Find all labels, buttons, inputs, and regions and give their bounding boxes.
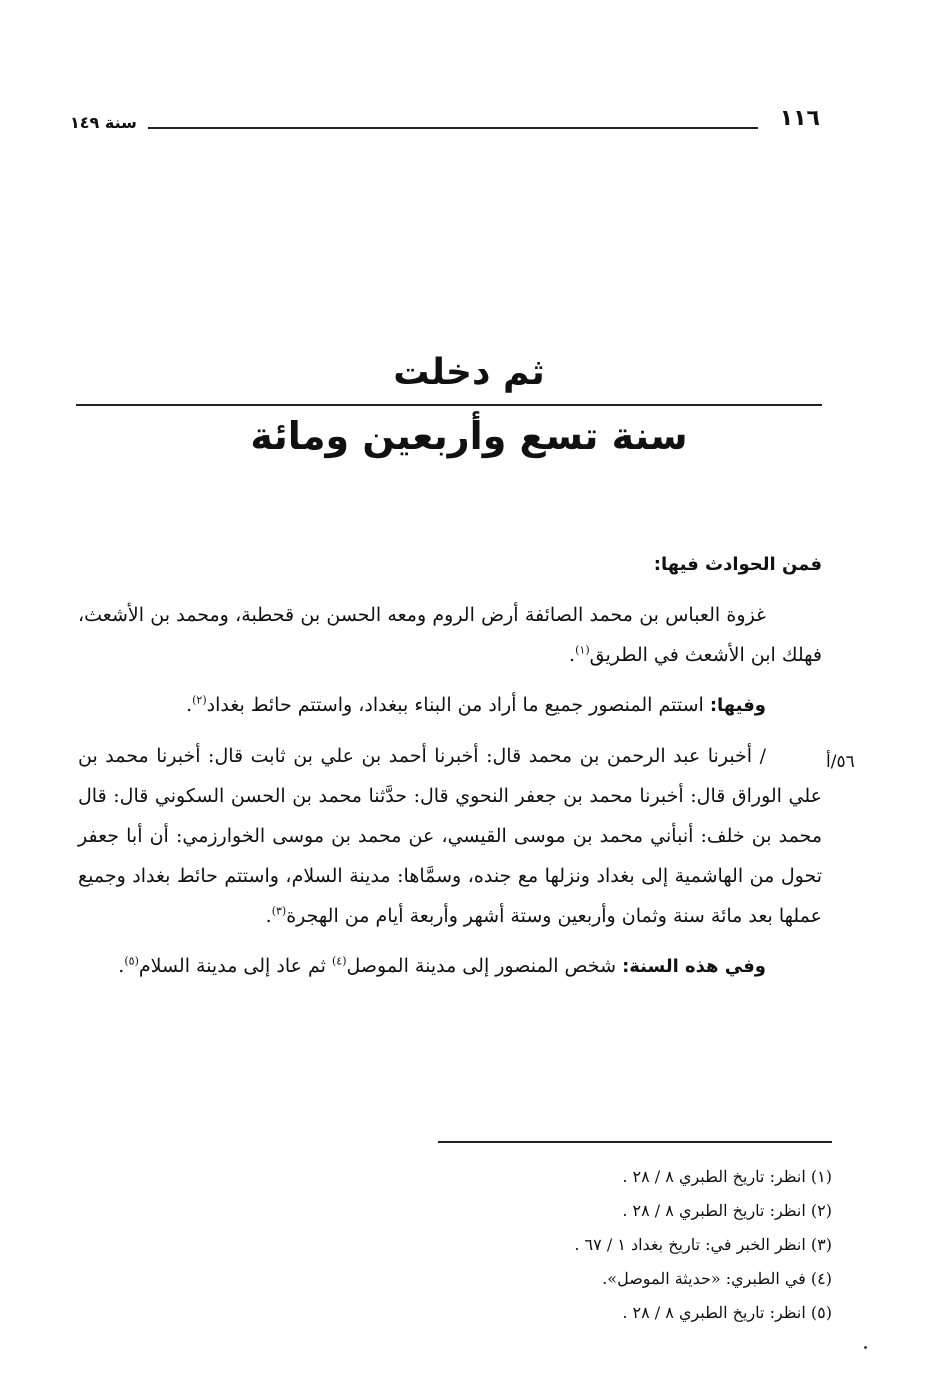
- paragraph-end: .: [118, 955, 125, 977]
- paragraph-text: ثم عاد إلى مدينة السلام: [138, 955, 332, 977]
- manuscript-folio-reference: ٥٦/أ: [826, 752, 855, 772]
- header-rule: [148, 127, 758, 129]
- footnote-ref: (٣): [271, 904, 287, 918]
- paragraph-end: .: [186, 694, 193, 716]
- paragraph-lead: وفي هذه السنة:: [622, 956, 766, 977]
- paragraph-2: [78, 685, 822, 726]
- paragraph-lead: وفيها:: [709, 695, 766, 716]
- running-header-year: سنة ١٤٩: [70, 113, 137, 132]
- paragraph-text: غزوة العباس بن محمد الصائفة أرض الروم ومعه الحسن بن قحطبة، ومحمد بن الأشعث، فهلك ابن الأشعث في الطريق: [78, 604, 822, 666]
- paragraph-4: [78, 946, 822, 987]
- paragraph-end: .: [265, 905, 272, 927]
- chapter-rule: [76, 404, 822, 406]
- footnote-ref: (٢): [192, 693, 207, 707]
- paragraph-end: .: [569, 644, 576, 666]
- paragraph-text: / أخبرنا عبد الرحمن بن محمد قال: أخبرنا أحمد بن علي بن ثابت قال: أخبرنا محمد بن علي الوراق قال: أخبرنا محمد بن جعفر النحوي قال: حدَّثنا محمد بن الحسن السكوني قال: قال محمد بن خلف: أنبأني محمد بن موسى القيسي، عن محمد بن موسى الخوارزمي: أن أبا جعفر تحول من الهاشمية إلى بغداد ونزلها مع جنده، وسمَّاها: مدينة السلام، واستتم حائط بغداد وجميع عملها بعد مائة سنة وثمان وأربعين وستة أشهر وأربعة أيام من الهجرة: [78, 745, 822, 927]
- footnote-item: (٥) انظر: تاريخ الطبري ٨ / ٢٨ .: [622, 1303, 832, 1322]
- body-text: [78, 545, 822, 997]
- footnote-rule: [438, 1141, 832, 1143]
- paragraph-1: [78, 595, 822, 675]
- footnote-item: (٤) في الطبري: «حديثة الموصل».: [602, 1269, 832, 1288]
- footnote-item: (٣) انظر الخبر في: تاريخ بغداد ١ / ٦٧ .: [574, 1235, 832, 1254]
- section-lead: فمن الحوادث فيها:: [653, 554, 822, 575]
- footnote-ref: (٥): [124, 954, 139, 968]
- footnote-ref: (٤): [331, 954, 347, 968]
- footnote-item: (٢) انظر: تاريخ الطبري ٨ / ٢٨ .: [622, 1201, 832, 1220]
- footnote-ref: (١): [575, 643, 590, 657]
- footnote-item: (١) انظر: تاريخ الطبري ٨ / ٢٨ .: [622, 1167, 832, 1186]
- print-speck: [864, 1346, 867, 1349]
- paragraph-3: [78, 736, 822, 936]
- chapter-heading-line1: ثم دخلت: [393, 352, 545, 393]
- chapter-heading-line2: سنة تسع وأربعين ومائة: [250, 414, 688, 458]
- footnotes: [300, 1160, 832, 1330]
- paragraph-text: استتم المنصور جميع ما أراد من البناء ببغداد، واستتم حائط بغداد: [206, 694, 710, 716]
- page-number: ١١٦: [779, 106, 820, 131]
- paragraph-text: شخص المنصور إلى مدينة الموصل: [346, 955, 623, 977]
